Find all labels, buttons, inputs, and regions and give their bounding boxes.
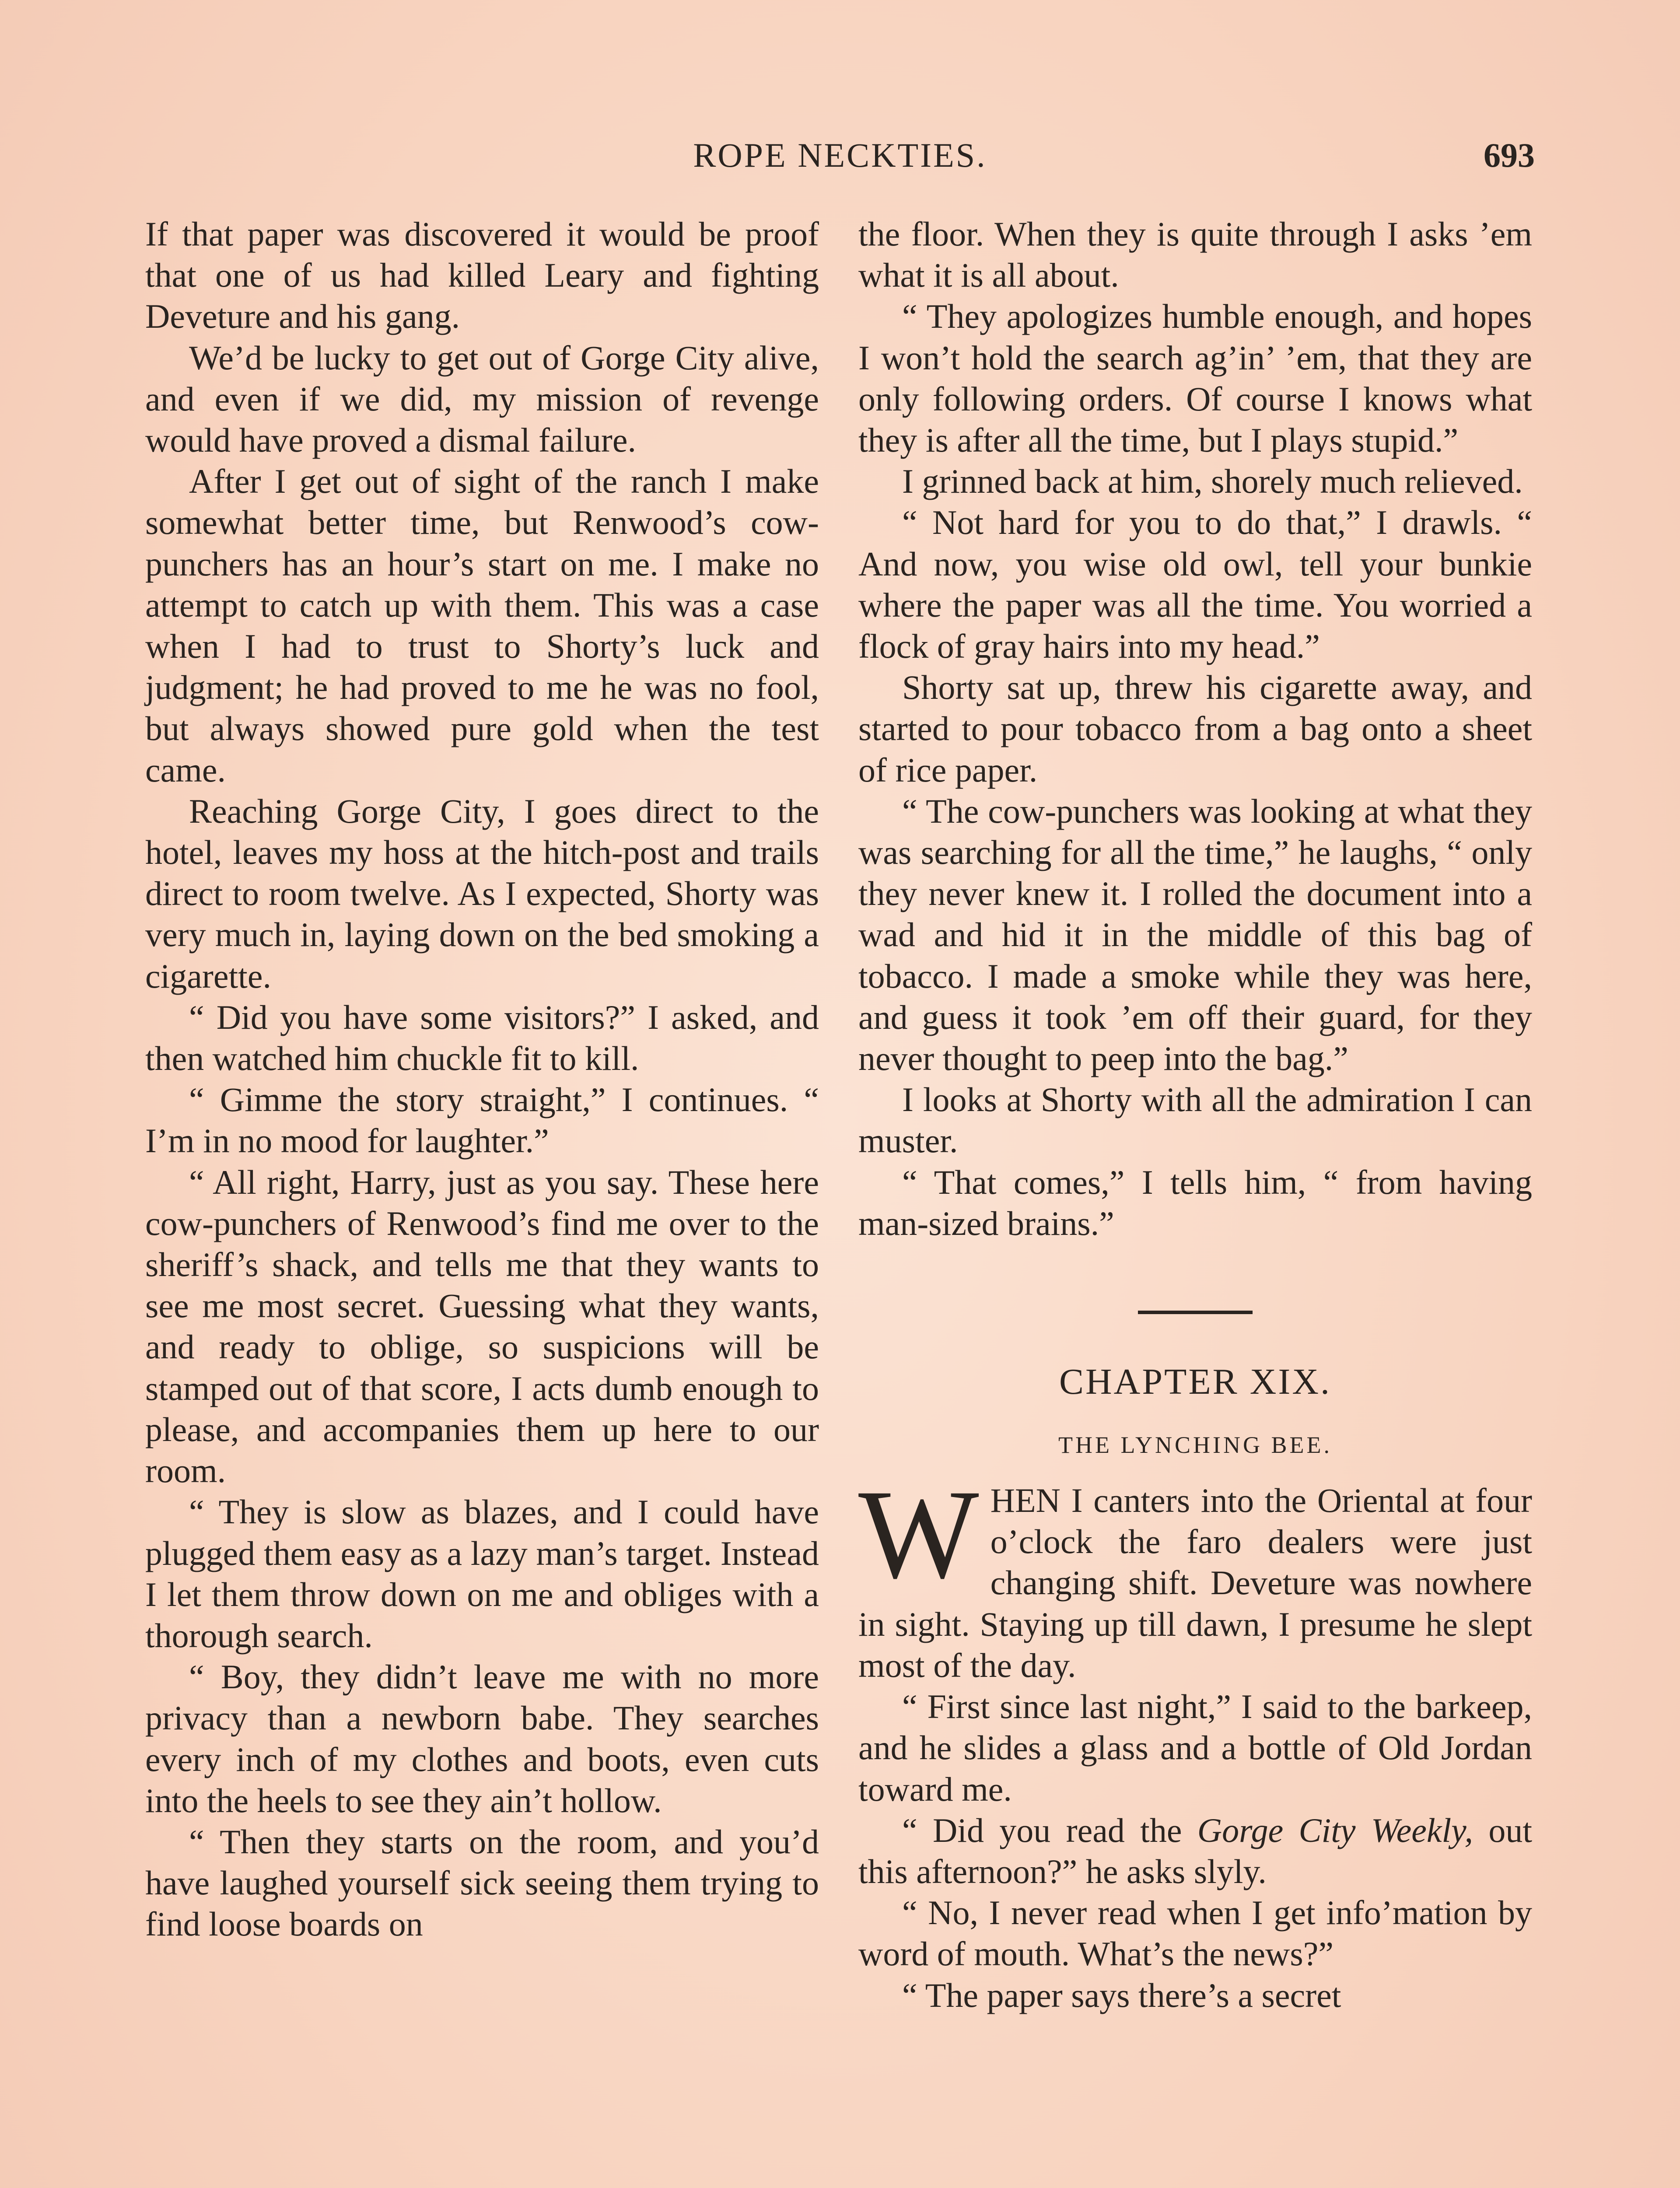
chapter-title: CHAPTER XIX.: [1059, 1361, 1331, 1403]
paragraph: “ Did you have some visitors?” I asked, and then watched him chuckle fit to kill.: [145, 998, 819, 1078]
page-number: 693: [1484, 136, 1535, 174]
section-divider: [1138, 1311, 1253, 1314]
running-title: ROPE NECKTIES.: [693, 136, 987, 174]
paragraph: I looks at Shorty with all the admiration I can muster.: [858, 1080, 1532, 1160]
chapter-opening-paragraph: [858, 1464, 1532, 1686]
paragraph: We’d be lucky to get out of Gorge City alive, and even if we did, my mission of revenge would have proved a dismal failure.: [145, 338, 819, 459]
paragraph: “ They is slow as blazes, and I could have plugged them easy as a lazy man’s target. Instead I let them throw down on me and obliges with a thorough search.: [145, 1493, 819, 1655]
running-head: [0, 131, 1680, 179]
paragraph: “ The cow-punchers was looking at what they was searching for all the time,” he laughs, “ only they never knew it. I rolled the document into a wad and hid it in the middle of this bag of tobacco. I made a smoke while they was here, and guess it took ’em off their guard, for they never thought to peep into the bag.”: [858, 792, 1532, 1078]
right-column: [858, 214, 1532, 2016]
paragraph: Shorty sat up, threw his cigarette away, and started to pour tobacco from a bag onto a sheet of rice paper.: [858, 668, 1532, 789]
paragraph: [858, 1810, 1532, 1892]
paragraph: the floor. When they is quite through I asks ’em what it is all about.: [858, 215, 1532, 295]
paragraph: Reaching Gorge City, I goes direct to the hotel, leaves my hoss at the hitch-post and trails direct to room twelve. As I expected, Shorty was very much in, laying down on the bed smoking a cigarette.: [145, 792, 819, 995]
paragraph: “ Gimme the story straight,” I continues. “ I’m in no mood for laughter.”: [145, 1080, 819, 1160]
chapter-opening-text: HEN I canters into the Oriental at four o’clock the faro dealers were just changing shift. Deveture was nowhere in sight. Staying up till dawn, I presume he slept most of the day.: [858, 1481, 1532, 1684]
paragraph: I grinned back at him, shorely much relieved.: [902, 462, 1523, 501]
chapter-subtitle: THE LYNCHING BEE.: [1058, 1432, 1333, 1459]
paragraph: “ That comes,” I tells him, “ from having man-sized brains.”: [858, 1163, 1532, 1242]
paragraph: “ Boy, they didn’t leave me with no more privacy than a newborn babe. They searches every inch of my clothes and boots, even cuts into the heels to see they ain’t hollow.: [145, 1658, 819, 1820]
drop-cap: W: [858, 1464, 979, 1606]
paragraph: “ The paper says there’s a secret: [902, 1976, 1341, 2014]
left-column: [145, 214, 819, 1945]
paragraph: If that paper was discovered it would be proof that one of us had killed Leary and fighting Deveture and his gang.: [145, 215, 819, 336]
paragraph: “ Not hard for you to do that,” I drawls. “ And now, you wise old owl, tell your bunkie where the paper was all the time. You worried a flock of gray hairs into my head.”: [858, 503, 1532, 666]
paragraph: “ Then they starts on the room, and you’d have laughed yourself sick seeing them trying to find loose boards on: [145, 1822, 819, 1943]
paragraph-text: out this afternoon?” he asks slyly.: [858, 1811, 1532, 1890]
paragraph: “ All right, Harry, just as you say. These here cow-punchers of Renwood’s find me over to the sheriff’s shack, and tells me that they wants to see me most secret. Guessing what they wants, and ready to oblige, so suspicions will be stamped out of that score, I acts dumb enough to please, and accompanies them up here to our room.: [145, 1163, 819, 1490]
newspaper-title: Gorge City Weekly,: [1197, 1811, 1473, 1849]
paragraph: “ First since last night,” I said to the barkeep, and he slides a glass and a bottle of Old Jordan toward me.: [858, 1687, 1532, 1808]
paragraph: After I get out of sight of the ranch I make somewhat better time, but Renwood’s cow-punchers has an hour’s start on me. I make no attempt to catch up with them. This was a case when I had to trust to Shorty’s luck and judgment; he had proved to me he was no fool, but always showed pure gold when the test came.: [145, 462, 819, 789]
paragraph: “ No, I never read when I get info’mation by word of mouth. What’s the news?”: [858, 1893, 1532, 1973]
paragraph: “ They apologizes humble enough, and hopes I won’t hold the search ag’in’ ’em, that they are only following orders. Of course I knows what they is after all the time, but I plays stupid.”: [858, 297, 1532, 459]
paragraph-text: “ Did you read the: [902, 1811, 1197, 1849]
